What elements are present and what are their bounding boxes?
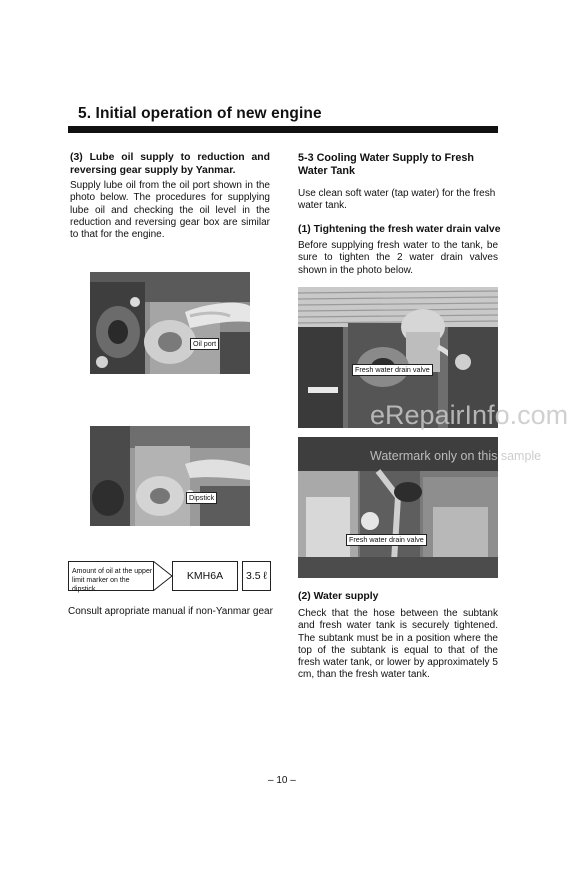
sub1-heading: (1) Tightening the fresh water drain valve: [298, 224, 501, 235]
oil-port-label: Oil port: [190, 338, 219, 350]
title-rule: [68, 126, 498, 133]
page-number: – 10 –: [268, 775, 296, 786]
oil-amount-label-line2: limit marker on the dipstick: [72, 577, 130, 593]
dipstick-photo: [90, 426, 250, 526]
left-note: Consult apropriate manual if non-Yanmar gear: [68, 606, 273, 617]
oil-amount-label: [68, 561, 154, 591]
sub2-body: Check that the hose between the subtank and fresh water tank is securely tightened. The subtank must be in a position where the top of the subtank is equal to that of the fresh water tank, or lower by approximately 5 cm, than the fresh water tank.: [298, 608, 498, 681]
oil-amount-label-line1: Amount of oil at the upper: [72, 568, 153, 575]
sub1-body: Before supplying fresh water to the tank, be sure to tighten the 2 water drain valves shown in the photo below.: [298, 240, 498, 276]
drain-valve-label-top: Fresh water drain valve: [352, 364, 433, 376]
watermark-site: eRepairInfo.com: [370, 400, 569, 430]
page-title: 5. Initial operation of new engine: [78, 105, 322, 122]
left-section-heading: (3) Lube oil supply to reduction and reversing gear supply by Yanmar.: [70, 152, 270, 176]
left-section-body: Supply lube oil from the oil port shown in the photo below. The procedures for supplying lube oil and checking the oil level in the reduction and reversing gear box are similar to that for the engine.: [70, 180, 270, 241]
right-intro: Use clean soft water (tap water) for the fresh water tank.: [298, 188, 496, 212]
drain-valve-label-bottom: Fresh water drain valve: [346, 534, 427, 546]
sub2-heading: (2) Water supply: [298, 591, 379, 602]
right-section-heading: 5-3 Cooling Water Supply to Fresh Water Tank: [298, 152, 474, 177]
model-cell: KMH6A: [172, 561, 238, 591]
watermark-note: Watermark only on this sample: [370, 449, 542, 463]
dipstick-label: Dipstick: [186, 492, 217, 504]
arrow-icon: [153, 561, 173, 591]
amount-cell: 3.5 ℓ: [242, 561, 271, 591]
oil-port-photo: [90, 272, 250, 374]
